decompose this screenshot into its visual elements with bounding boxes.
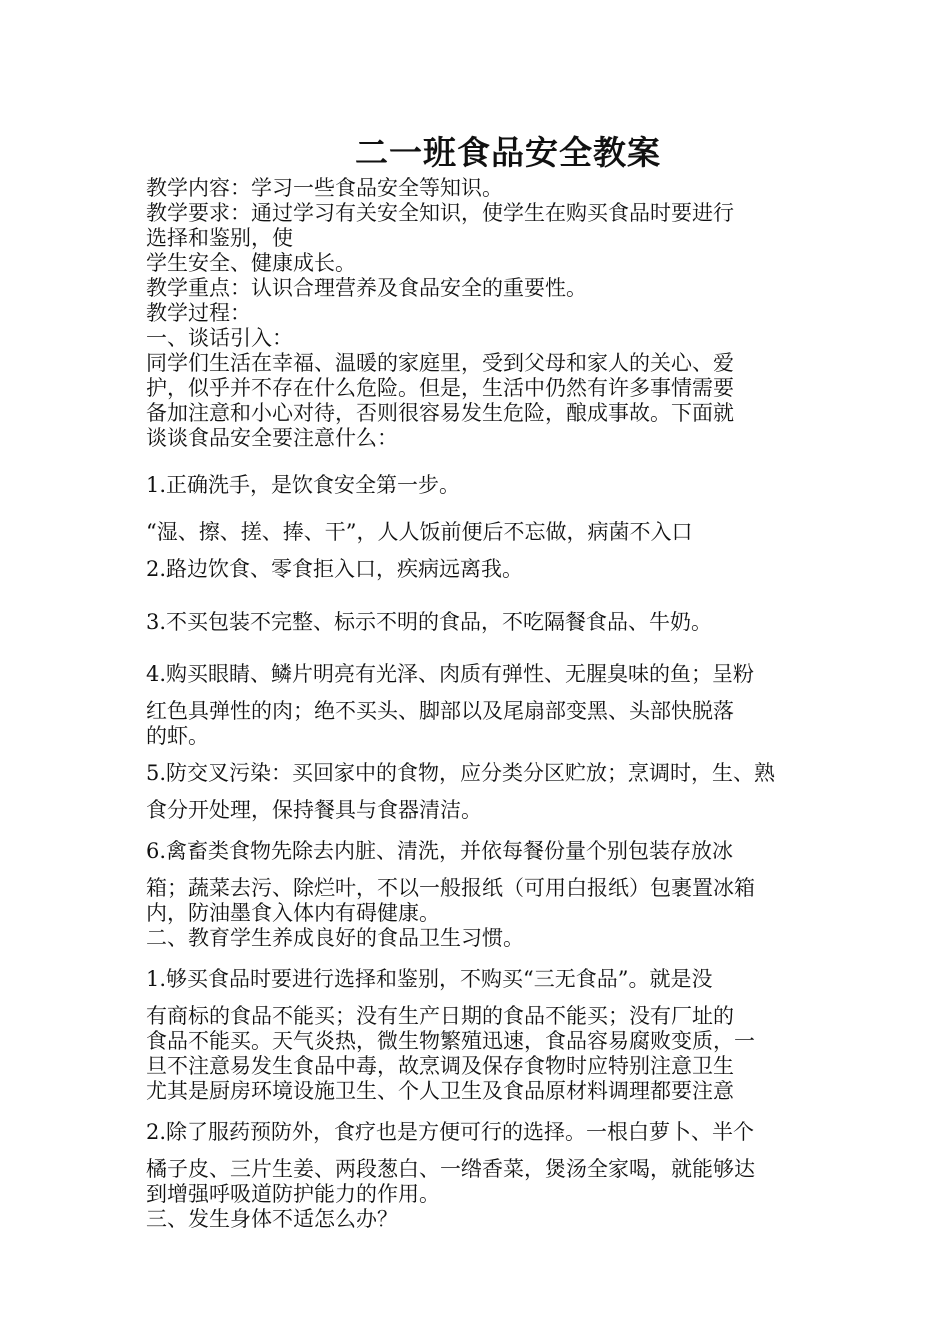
text-line: 教学内容：学习一些食品安全等知识。 bbox=[146, 176, 503, 200]
text-line: 教学重点：认识合理营养及食品安全的重要性。 bbox=[146, 276, 587, 300]
list-item: 3.不买包装不完整、标示不明的食品，不吃隔餐食品、牛奶。 bbox=[146, 610, 713, 634]
list-item: 4.购买眼睛、鳞片明亮有光泽、肉质有弹性、无腥臭味的鱼；呈粉 bbox=[146, 662, 755, 686]
list-item: 1.正确洗手，是饮食安全第一步。 bbox=[146, 473, 461, 497]
text-line: 食分开处理，保持餐具与食器清洁。 bbox=[146, 798, 482, 822]
text-line: 学生安全、健康成长。 bbox=[146, 251, 356, 275]
text-line: 教学过程： bbox=[146, 301, 251, 325]
text-line: 同学们生活在幸福、温暖的家庭里，受到父母和家人的关心、爱 bbox=[146, 351, 734, 375]
section-heading: 二、教育学生养成良好的食品卫生习惯。 bbox=[146, 926, 524, 950]
text-line: 橘子皮、三片生姜、两段葱白、一绺香菜，煲汤全家喝，就能够达 bbox=[146, 1157, 755, 1181]
text-line: 备加注意和小心对待，否则很容易发生危险，酿成事故。下面就 bbox=[146, 401, 734, 425]
text-line: 谈谈食品安全要注意什么： bbox=[146, 426, 398, 450]
list-item: 6.禽畜类食物先除去内脏、清洗，并依每餐份量个别包装存放冰 bbox=[146, 839, 734, 863]
text-line: 箱；蔬菜去污、除烂叶，不以一般报纸（可用白报纸）包裹置冰箱 bbox=[146, 876, 755, 900]
section-heading: 三、发生身体不适怎么办？ bbox=[146, 1207, 398, 1231]
list-item: 2.路边饮食、零食拒入口，疾病远离我。 bbox=[146, 557, 524, 581]
text-line: 食品不能买。天气炎热，微生物繁殖迅速，食品容易腐败变质，一 bbox=[146, 1029, 755, 1053]
list-item: 2.除了服药预防外，食疗也是方便可行的选择。一根白萝卜、半个 bbox=[146, 1120, 755, 1144]
text-line: 旦不注意易发生食品中毒，故烹调及保存食物时应特别注意卫生 bbox=[146, 1054, 734, 1078]
text-line: 有商标的食品不能买；没有生产日期的食品不能买；没有厂址的 bbox=[146, 1004, 734, 1028]
text-line: 尤其是厨房环境设施卫生、个人卫生及食品原材料调理都要注意 bbox=[146, 1079, 734, 1103]
text-line: 红色具弹性的肉；绝不买头、脚部以及尾扇部变黑、头部快脱落 bbox=[146, 699, 734, 723]
text-line: 教学要求：通过学习有关安全知识，使学生在购买食品时要进行 bbox=[146, 201, 734, 225]
text-line: “湿、擦、搓、捧、干”，人人饭前便后不忘做，病菌不入口 bbox=[146, 520, 693, 544]
section-heading: 一、谈话引入： bbox=[146, 326, 293, 350]
list-item: 1.够买食品时要进行选择和鉴别，不购买“三无食品”。就是没 bbox=[146, 967, 713, 991]
text-line: 到增强呼吸道防护能力的作用。 bbox=[146, 1182, 440, 1206]
text-line: 选择和鉴别，使 bbox=[146, 226, 293, 250]
text-line: 内，防油墨食入体内有碍健康。 bbox=[146, 901, 440, 925]
text-line: 护，似乎并不存在什么危险。但是，生活中仍然有许多事情需要 bbox=[146, 376, 734, 400]
list-item: 5.防交叉污染：买回家中的食物，应分类分区贮放；烹调时，生、熟 bbox=[146, 761, 776, 785]
document-title: 二一班食品安全教案 bbox=[355, 133, 661, 172]
text-line: 的虾。 bbox=[146, 724, 209, 748]
document-page bbox=[146, 130, 810, 1232]
